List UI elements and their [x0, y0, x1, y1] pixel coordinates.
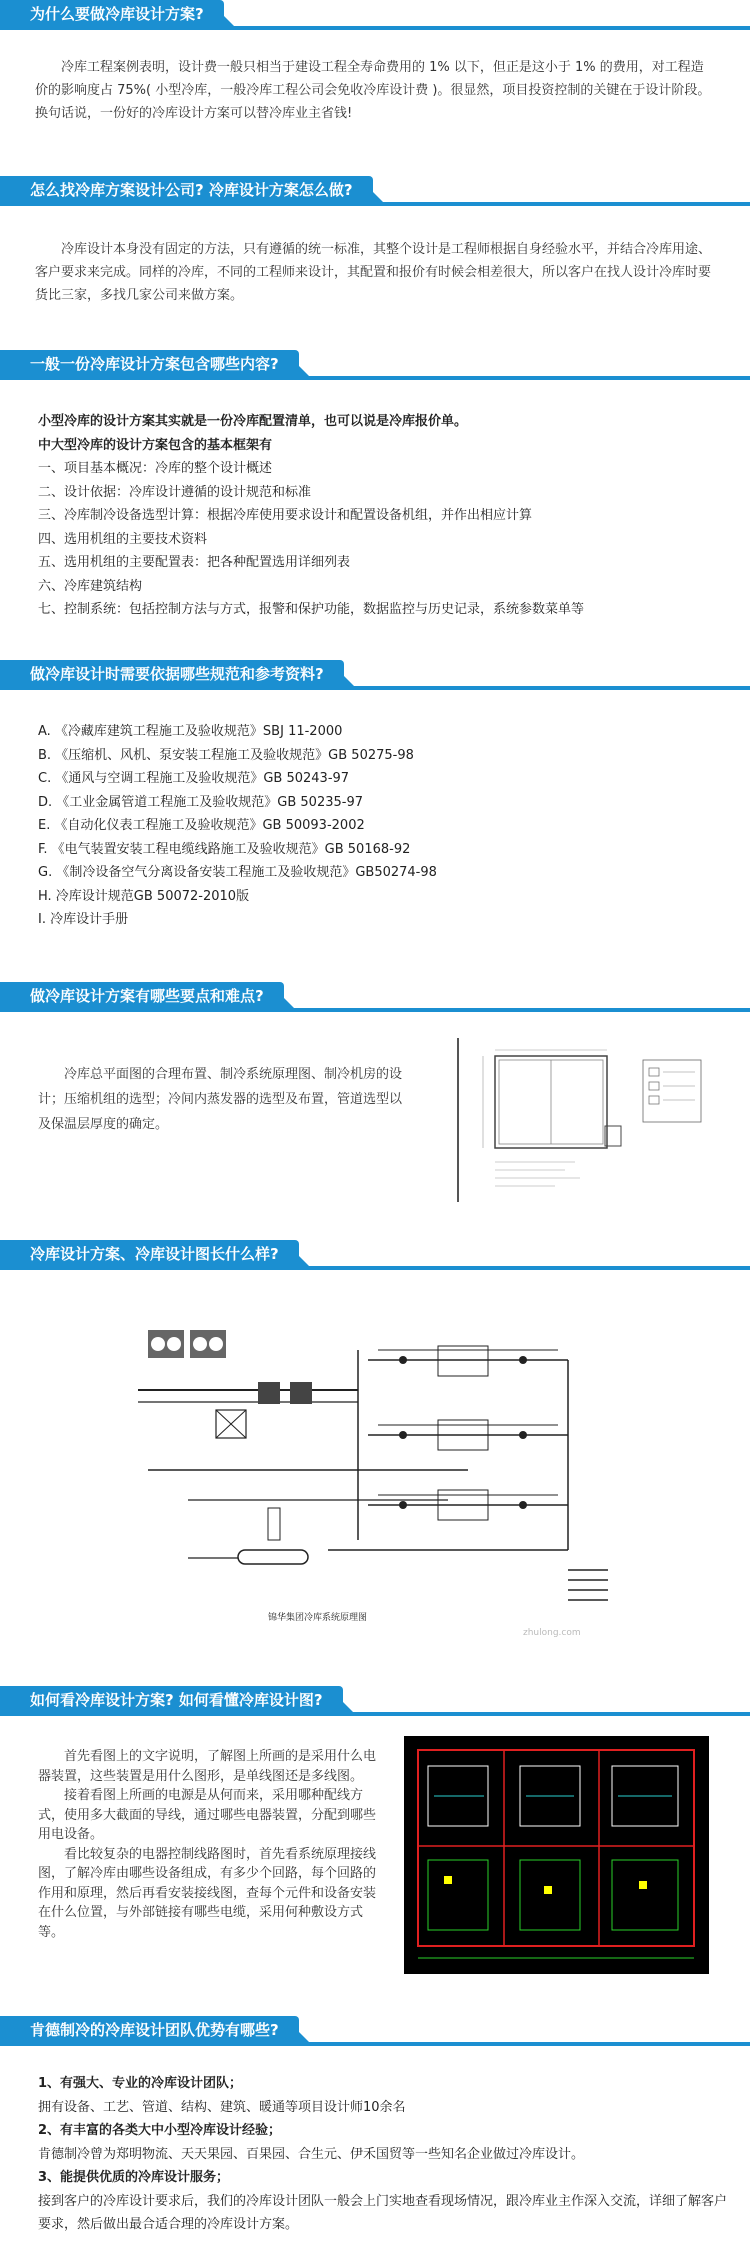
floor-plan-drawing: [455, 1034, 740, 1204]
section-header: [0, 350, 750, 380]
list-item: 中大型冷库的设计方案包含的基本框架有: [38, 437, 273, 453]
list-item: 二、设计依据：冷库设计遵循的设计规范和标准: [38, 484, 312, 500]
list-item: 四、选用机组的主要技术资料: [38, 531, 208, 547]
figure-caption: 锦华集团冷库系统原理图: [268, 1613, 368, 1623]
section-header: [0, 982, 750, 1012]
content-list: [38, 410, 584, 622]
section-header: [0, 2016, 750, 2046]
list-item: B. 《压缩机、风机、泵安装工程施工及验收规范》GB 50275-98: [38, 747, 414, 763]
refrigeration-schematic: [128, 1290, 638, 1640]
section-paragraph: 冷库工程案例表明，设计费一般只相当于建设工程全寿命费用的 1% 以下，但正是这小于 1% 的费用，对工程造价的影响度占 75%( 小型冷库，一般冷库工程公司会免收冷库设计费 )。很显然，项目投资控制的关键在于设计阶段。换句话说，一份好的冷库设计方案可以替冷库业主省钱!: [35, 60, 711, 121]
list-item: D. 《工业金属管道工程施工及验收规范》GB 50235-97: [38, 794, 363, 810]
content-list: [38, 720, 437, 932]
list-item: 一、项目基本概况：冷库的整个设计概述: [38, 461, 273, 476]
watermark: zhulong.com: [523, 1628, 581, 1638]
section-header: [0, 176, 750, 206]
section-title: 冷库设计方案、冷库设计图长什么样?: [0, 1240, 299, 1270]
list-item: 1、有强大、专业的冷库设计团队；: [38, 2076, 243, 2091]
section-paragraph: 首先看图上的文字说明，了解图上所画的是采用什么电器装置，这些装置是用什么图形，是单线图还是多线图。 接着看图上所画的电源是从何而来，采用哪种配线方式，使用多大截面的导线，通过哪些电器装置，分配到哪些用电设备。 看比较复杂的电器控制线路图时，首先看系统原理接线图，了解冷库由哪些设备组成，有多少个回路，每个回路的作用和原理，然后再看安装接线图，查每个元件和设备安装在什么位置，与外部链接有哪些电缆，采用何种敷设方式等。: [38, 1749, 377, 1940]
section-paragraph: 冷库总平面图的合理布置、制冷系统原理图、制冷机房的设计；压缩机组的选型；冷间内蒸发器的选型及布置，管道选型以及保温层厚度的确定。: [38, 1067, 403, 1132]
list-item: I. 冷库设计手册: [38, 912, 129, 927]
list-item: 七、控制系统：包括控制方法与方式，报警和保护功能，数据监控与历史记录，系统参数菜单等: [38, 602, 585, 617]
list-item: F. 《电气装置安装工程电缆线路施工及验收规范》GB 50168-92: [38, 841, 411, 857]
section-title: 为什么要做冷库设计方案?: [0, 0, 224, 30]
section-title: 如何看冷库设计方案? 如何看懂冷库设计图?: [0, 1686, 343, 1716]
section-title: 做冷库设计时需要依据哪些规范和参考资料?: [0, 660, 344, 690]
list-item: 六、冷库建筑结构: [38, 578, 143, 594]
list-item: 小型冷库的设计方案其实就是一份冷库配置清单，也可以说是冷库报价单。: [38, 414, 468, 429]
list-item: 接到客户的冷库设计要求后，我们的冷库设计团队一般会上门实地查看现场情况，跟冷库业主作深入交流，详细了解客户要求，然后做出最合适合理的冷库设计方案。: [38, 2193, 728, 2232]
list-item: H. 冷库设计规范GB 50072-2010版: [38, 888, 250, 904]
list-item: A. 《冷藏库建筑工程施工及验收规范》SBJ 11-2000: [38, 724, 343, 739]
section-header: [0, 1686, 750, 1716]
list-item: 拥有设备、工艺、管道、结构、建筑、暖通等项目设计师10余名: [38, 2099, 406, 2115]
content-list: [38, 2072, 728, 2237]
section-paragraph: 冷库设计本身没有固定的方法，只有遵循的统一标准，其整个设计是工程师根据自身经验水平，并结合冷库用途、客户要求来完成。同样的冷库，不同的工程师来设计，其配置和报价有时候会相差很大，所以客户在找人设计冷库时要货比三家，多找几家公司来做方案。: [35, 242, 712, 303]
list-item: 肯德制冷曾为郑明物流、天天果园、百果园、合生元、伊禾国贸等一些知名企业做过冷库设计。: [38, 2146, 585, 2162]
list-item: 2、有丰富的各类大中小型冷库设计经验；: [38, 2123, 282, 2138]
list-item: 三、冷库制冷设备选型计算：根据冷库使用要求设计和配置设备机组，并作出相应计算: [38, 508, 533, 523]
section-title: 做冷库设计方案有哪些要点和难点?: [0, 982, 284, 1012]
cad-electrical-drawing: [404, 1736, 709, 1974]
section-title: 怎么找冷库方案设计公司? 冷库设计方案怎么做?: [0, 176, 373, 206]
section-header: [0, 1240, 750, 1270]
section-header: [0, 660, 750, 690]
list-item: E. 《自动化仪表工程施工及验收规范》GB 50093-2002: [38, 818, 365, 833]
list-item: C. 《通风与空调工程施工及验收规范》GB 50243-97: [38, 771, 350, 786]
section-title: 一般一份冷库设计方案包含哪些内容?: [0, 350, 299, 380]
section-header: [0, 0, 750, 30]
list-item: 3、能提供优质的冷库设计服务；: [38, 2170, 230, 2185]
list-item: 五、选用机组的主要配置表：把各种配置选用详细列表: [38, 555, 351, 570]
section-title: 肯德制冷的冷库设计团队优势有哪些?: [0, 2016, 299, 2046]
list-item: G. 《制冷设备空气分离设备安装工程施工及验收规范》GB50274-98: [38, 865, 437, 880]
